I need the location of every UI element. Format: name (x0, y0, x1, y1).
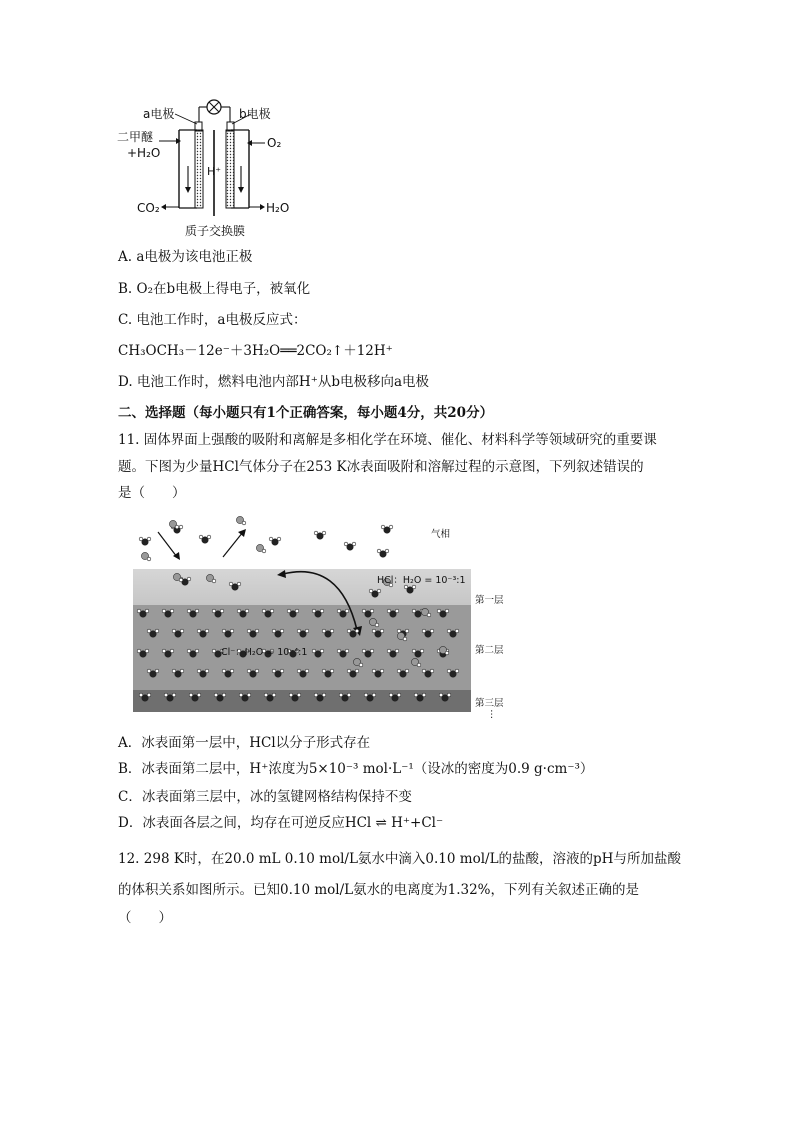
proton-label: H⁺ (207, 165, 222, 178)
molecule-atom (180, 629, 184, 633)
molecule-atom (320, 609, 324, 613)
molecule-atom (295, 609, 299, 613)
molecule-atom (229, 582, 233, 586)
molecule-atom (187, 577, 191, 581)
water-output-label: H₂O (266, 201, 290, 215)
molecule-atom (239, 693, 243, 697)
molecule-atom (297, 693, 301, 697)
molecule-atom (305, 669, 309, 673)
molecule-atom (262, 549, 266, 553)
molecule-atom (179, 525, 183, 529)
molecule-atom (380, 629, 384, 633)
molecule-atom (230, 629, 234, 633)
molecule-atom (139, 693, 143, 697)
molecule-atom (175, 525, 179, 529)
molecule-atom (297, 629, 301, 633)
molecule-atom (389, 693, 393, 697)
molecule-atom (242, 521, 246, 525)
molecule-atom (412, 649, 416, 653)
molecule-atom (164, 693, 168, 697)
molecule-atom (347, 669, 351, 673)
q11-stem-line2: 题。下图为少量HCl气体分子在253 K冰表面吸附和溶解过程的示意图，下列叙述错误的 (118, 459, 644, 475)
molecule-atom (447, 693, 451, 697)
molecule-atom (455, 669, 459, 673)
molecule-atom (155, 669, 159, 673)
molecule-atom (387, 649, 391, 653)
layer1-label: 第一层 (475, 595, 504, 606)
molecule-atom (422, 693, 426, 697)
q11-stem-line1: 11. 固体界面上强酸的吸附和离解是多相化学在环境、催化、材料科学等领域研究的重要课 (118, 432, 657, 448)
molecule-atom (155, 629, 159, 633)
b-electrode-label: b电极 (239, 107, 271, 121)
molecule-atom (370, 609, 374, 613)
molecule-atom (269, 537, 273, 541)
molecule-atom (420, 649, 424, 653)
molecule-atom (264, 693, 268, 697)
molecule-atom (212, 609, 216, 613)
molecule-atom (205, 629, 209, 633)
molecule-atom (397, 693, 401, 697)
molecule-atom (417, 663, 421, 667)
molecule-atom (180, 669, 184, 673)
molecule-atom (222, 669, 226, 673)
molecule-atom (370, 649, 374, 653)
section-heading: 二、选择题（每小题只有1个正确答案，每小题4分，共20分） (118, 405, 494, 421)
q11-option-a: A．冰表面第一层中，HCl以分子形式存在 (118, 735, 371, 751)
molecule-atom (447, 669, 451, 673)
molecule-atom (172, 669, 176, 673)
a-electrode-label: a电极 (143, 107, 175, 121)
q11-option-b: B．冰表面第二层中，H⁺浓度为5×10⁻³ mol·L⁻¹（设冰的密度为0.9 g·cm⁻³） (118, 761, 594, 777)
molecule-atom (345, 649, 349, 653)
molecule-atom (195, 649, 199, 653)
molecule-atom (147, 557, 151, 561)
molecule-atom (280, 629, 284, 633)
molecule-atom (187, 609, 191, 613)
molecule-atom (339, 693, 343, 697)
molecule-atom (375, 623, 379, 627)
molecule-atom (405, 669, 409, 673)
q12-stem-line3: （ ） (118, 910, 172, 926)
q10-option-c: C. 电池工作时，a电极反应式： (118, 312, 307, 328)
molecule-atom (403, 637, 407, 641)
molecule-atom (280, 669, 284, 673)
molecule-atom (247, 629, 251, 633)
molecule-atom (430, 629, 434, 633)
molecule-atom (437, 609, 441, 613)
molecule-atom (262, 609, 266, 613)
molecule-atom (362, 649, 366, 653)
molecule-atom (237, 582, 241, 586)
molecule-atom (137, 609, 141, 613)
molecule-atom (255, 629, 259, 633)
molecule-atom (222, 693, 226, 697)
molecule-atom (352, 542, 356, 546)
molecule-atom (289, 693, 293, 697)
molecule-atom (195, 609, 199, 613)
cl-ratio-label: Cl⁻：H₂O = 10⁻⁴:1 (221, 647, 308, 658)
q10-option-a: A. a电极为该电池正极 (118, 249, 253, 265)
molecule-atom (422, 669, 426, 673)
molecule-atom (172, 629, 176, 633)
molecule-atom (230, 669, 234, 673)
molecule-atom (412, 609, 416, 613)
oxygen-input-label: O₂ (267, 136, 282, 150)
molecule-atom (372, 693, 376, 697)
fuel-cell-diagram (115, 96, 295, 241)
q11-option-c: C．冰表面第三层中，冰的氢键网格结构保持不变 (118, 789, 412, 805)
molecule-atom (405, 629, 409, 633)
molecule-atom (172, 693, 176, 697)
molecule-atom (189, 693, 193, 697)
molecule-atom (395, 609, 399, 613)
molecule-atom (199, 535, 203, 539)
q12-stem-line2: 的体积关系如图所示。已知0.10 mol/L氨水的电离度为1.32%，下列有关叙述正确的是 (118, 882, 639, 898)
molecule-atom (455, 629, 459, 633)
molecule-atom (364, 693, 368, 697)
layer3-label: 第三层 (475, 698, 504, 709)
molecule-atom (320, 649, 324, 653)
molecule-atom (147, 693, 151, 697)
molecule-atom (179, 578, 183, 582)
molecule-atom (187, 649, 191, 653)
molecule-atom (387, 609, 391, 613)
water-input-label: +H₂O (127, 146, 161, 160)
molecule-atom (337, 649, 341, 653)
molecule-atom (314, 531, 318, 535)
molecule-atom (214, 693, 218, 697)
molecule-atom (314, 693, 318, 697)
molecule-atom (272, 669, 276, 673)
molecule-atom (362, 609, 366, 613)
molecule-atom (147, 629, 151, 633)
ice-surface-diagram (125, 512, 515, 722)
molecule-atom (207, 535, 211, 539)
molecule-atom (439, 693, 443, 697)
molecule-atom (395, 649, 399, 653)
molecule-atom (147, 669, 151, 673)
molecule-atom (359, 663, 363, 667)
molecule-atom (220, 609, 224, 613)
molecule-atom (381, 525, 385, 529)
molecule-atom (162, 609, 166, 613)
molecule-atom (137, 649, 141, 653)
molecule-atom (330, 669, 334, 673)
molecule-atom (145, 609, 149, 613)
molecule-atom (212, 649, 216, 653)
molecule-atom (380, 669, 384, 673)
molecule-atom (447, 629, 451, 633)
molecule-atom (145, 649, 149, 653)
molecule-atom (322, 693, 326, 697)
molecule-atom (272, 693, 276, 697)
co2-output-label: CO₂ (137, 201, 160, 215)
q11-stem-line3: 是（ ） (118, 485, 186, 501)
molecule-atom (245, 609, 249, 613)
ice-surface-drawing (125, 512, 515, 722)
molecule-atom (422, 629, 426, 633)
molecule-atom (147, 537, 151, 541)
molecule-atom (347, 629, 351, 633)
molecule-atom (355, 669, 359, 673)
molecule-atom (322, 629, 326, 633)
molecule-atom (277, 537, 281, 541)
molecule-atom (312, 609, 316, 613)
q10-option-b: B. O₂在b电极上得电子，被氧化 (118, 281, 311, 297)
molecule-atom (377, 589, 381, 593)
molecule-atom (377, 549, 381, 553)
q11-option-d: D．冰表面各层之间，均存在可逆反应HCl ⇌ H⁺+Cl⁻ (118, 815, 444, 831)
molecule-atom (345, 609, 349, 613)
molecule-atom (355, 629, 359, 633)
molecule-atom (347, 693, 351, 697)
molecule-atom (397, 669, 401, 673)
molecule-atom (170, 609, 174, 613)
molecule-atom (385, 549, 389, 553)
molecule-atom (222, 629, 226, 633)
molecule-atom (247, 669, 251, 673)
molecule-atom (389, 525, 393, 529)
molecule-atom (212, 579, 216, 583)
molecule-atom (197, 669, 201, 673)
molecule-atom (237, 609, 241, 613)
molecule-atom (330, 629, 334, 633)
q12-stem-line1: 12. 298 K时，在20.0 mL 0.10 mol/L氨水中滴入0.10 mol/L的盐酸，溶液的pH与所加盐酸 (118, 851, 681, 867)
q10-option-c-equation: CH₃OCH₃－12e⁻＋3H₂O══2CO₂↑＋12H⁺ (118, 343, 393, 359)
molecule-atom (197, 629, 201, 633)
molecule-atom (430, 669, 434, 673)
molecule-atom (312, 649, 316, 653)
molecule-atom (427, 613, 431, 617)
molecule-atom (305, 629, 309, 633)
molecule-atom (272, 629, 276, 633)
molecule-atom (297, 669, 301, 673)
molecule-atom (369, 589, 373, 593)
molecule-atom (445, 651, 449, 655)
molecule-atom (445, 609, 449, 613)
molecule-atom (162, 649, 166, 653)
molecule-atom (139, 537, 143, 541)
molecule-atom (337, 609, 341, 613)
membrane-label: 质子交换膜 (185, 224, 246, 238)
molecule-atom (287, 609, 291, 613)
layer2-label: 第二层 (475, 645, 504, 656)
molecule-atom (205, 669, 209, 673)
molecule-atom (322, 531, 326, 535)
molecule-atom (344, 542, 348, 546)
molecule-atom (270, 609, 274, 613)
molecule-atom (197, 693, 201, 697)
molecule-atom (247, 693, 251, 697)
molecule-atom (255, 669, 259, 673)
molecule-atom (414, 693, 418, 697)
molecule-atom (372, 629, 376, 633)
molecule-atom (170, 649, 174, 653)
more-layers-ellipsis: ⋮ (487, 709, 497, 720)
molecule-atom (372, 669, 376, 673)
dimethyl-ether-label: 二甲醚 (117, 130, 154, 144)
gas-phase-label: 气相 (431, 529, 451, 540)
molecule-atom (322, 669, 326, 673)
q10-option-d: D. 电池工作时，燃料电池内部H⁺从b电极移向a电极 (118, 374, 430, 390)
hcl-ratio-label: HCl：H₂O = 10⁻³:1 (377, 575, 466, 586)
